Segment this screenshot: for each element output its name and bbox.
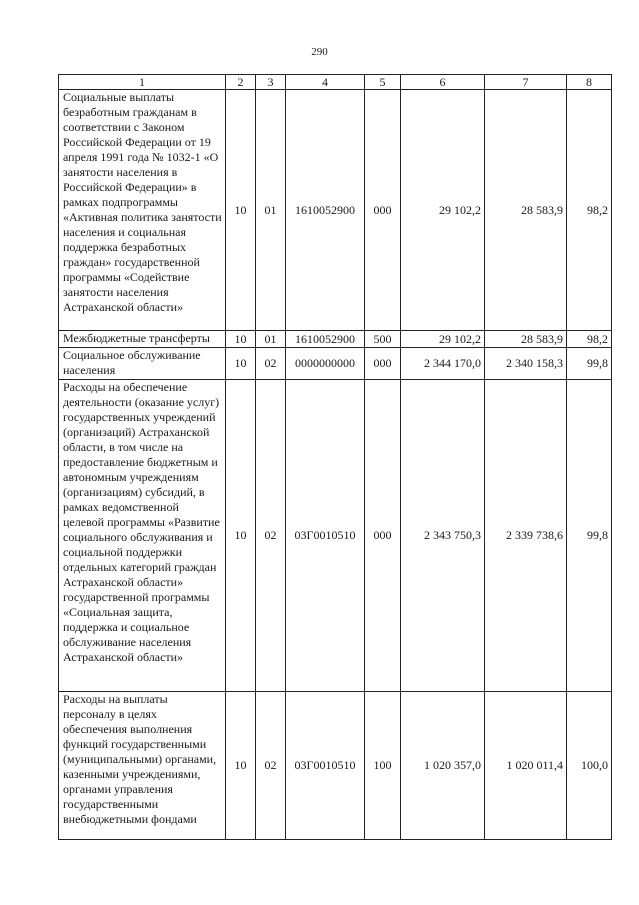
expense-type-code: 100 [365, 692, 401, 840]
column-header: 4 [286, 75, 365, 90]
section-code: 10 [226, 380, 256, 692]
target-code: 1610052900 [286, 331, 365, 348]
execution-percent: 98,2 [567, 90, 612, 331]
target-code: 1610052900 [286, 90, 365, 331]
table-row [59, 331, 612, 348]
plan-amount: 2 343 750,3 [401, 380, 485, 692]
section-code: 10 [226, 348, 256, 380]
actual-amount: 28 583,9 [485, 331, 567, 348]
table-row [59, 348, 612, 380]
actual-amount: 1 020 011,4 [485, 692, 567, 840]
page-number: 290 [311, 46, 328, 58]
row-description: Социальные выплаты безработным гражданам в соответствии с Законом Российской Федерации от 19 апреля 1991 года № 1032-1 «О занятости населения в Российской Федерации» в рамках подпрограммы «Активная политика занятости населения и социальная поддержка безработных граждан» государственной программы «Содействие занятости населения Астраханской области» [59, 90, 226, 331]
target-code: 0000000000 [286, 348, 365, 380]
column-header: 6 [401, 75, 485, 90]
column-header: 8 [567, 75, 612, 90]
expense-type-code: 000 [365, 90, 401, 331]
execution-percent: 100,0 [567, 692, 612, 840]
subsection-code: 01 [256, 90, 286, 331]
table-row [59, 380, 612, 692]
subsection-code: 02 [256, 380, 286, 692]
budget-table [58, 74, 612, 840]
row-description: Межбюджетные трансферты [59, 331, 226, 348]
plan-amount: 1 020 357,0 [401, 692, 485, 840]
column-header: 2 [226, 75, 256, 90]
table-row [59, 692, 612, 840]
expense-type-code: 000 [365, 348, 401, 380]
section-code: 10 [226, 90, 256, 331]
target-code: 03Г0010510 [286, 692, 365, 840]
execution-percent: 98,2 [567, 331, 612, 348]
plan-amount: 2 344 170,0 [401, 348, 485, 380]
expense-type-code: 000 [365, 380, 401, 692]
target-code: 03Г0010510 [286, 380, 365, 692]
column-header: 5 [365, 75, 401, 90]
plan-amount: 29 102,2 [401, 90, 485, 331]
column-header: 7 [485, 75, 567, 90]
column-header: 1 [59, 75, 226, 90]
section-code: 10 [226, 331, 256, 348]
subsection-code: 01 [256, 331, 286, 348]
subsection-code: 02 [256, 348, 286, 380]
section-code: 10 [226, 692, 256, 840]
subsection-code: 02 [256, 692, 286, 840]
plan-amount: 29 102,2 [401, 331, 485, 348]
table-header-row [59, 75, 612, 90]
expense-type-code: 500 [365, 331, 401, 348]
row-description: Расходы на обеспечение деятельности (оказание услуг) государственных учреждений (организаций) Астраханской области, в том числе на предоставление бюджетным и автономным учреждениям (организациям) субсидий, в рамках ведомственной целевой программы «Развитие социального обслуживания и социальной поддержки отдельных категорий граждан Астраханской области» государственной программы «Социальная защита, поддержка и социальное обслуживание населения Астраханской области» [59, 380, 226, 692]
actual-amount: 2 339 738,6 [485, 380, 567, 692]
execution-percent: 99,8 [567, 380, 612, 692]
actual-amount: 2 340 158,3 [485, 348, 567, 380]
row-description: Расходы на выплаты персоналу в целях обеспечения выполнения функций государственными (муниципальными) органами, казенными учреждениями, органами управления государственными внебюджетными фондами [59, 692, 226, 840]
column-header: 3 [256, 75, 286, 90]
row-description: Социальное обслуживание населения [59, 348, 226, 380]
execution-percent: 99,8 [567, 348, 612, 380]
table-row [59, 90, 612, 331]
actual-amount: 28 583,9 [485, 90, 567, 331]
